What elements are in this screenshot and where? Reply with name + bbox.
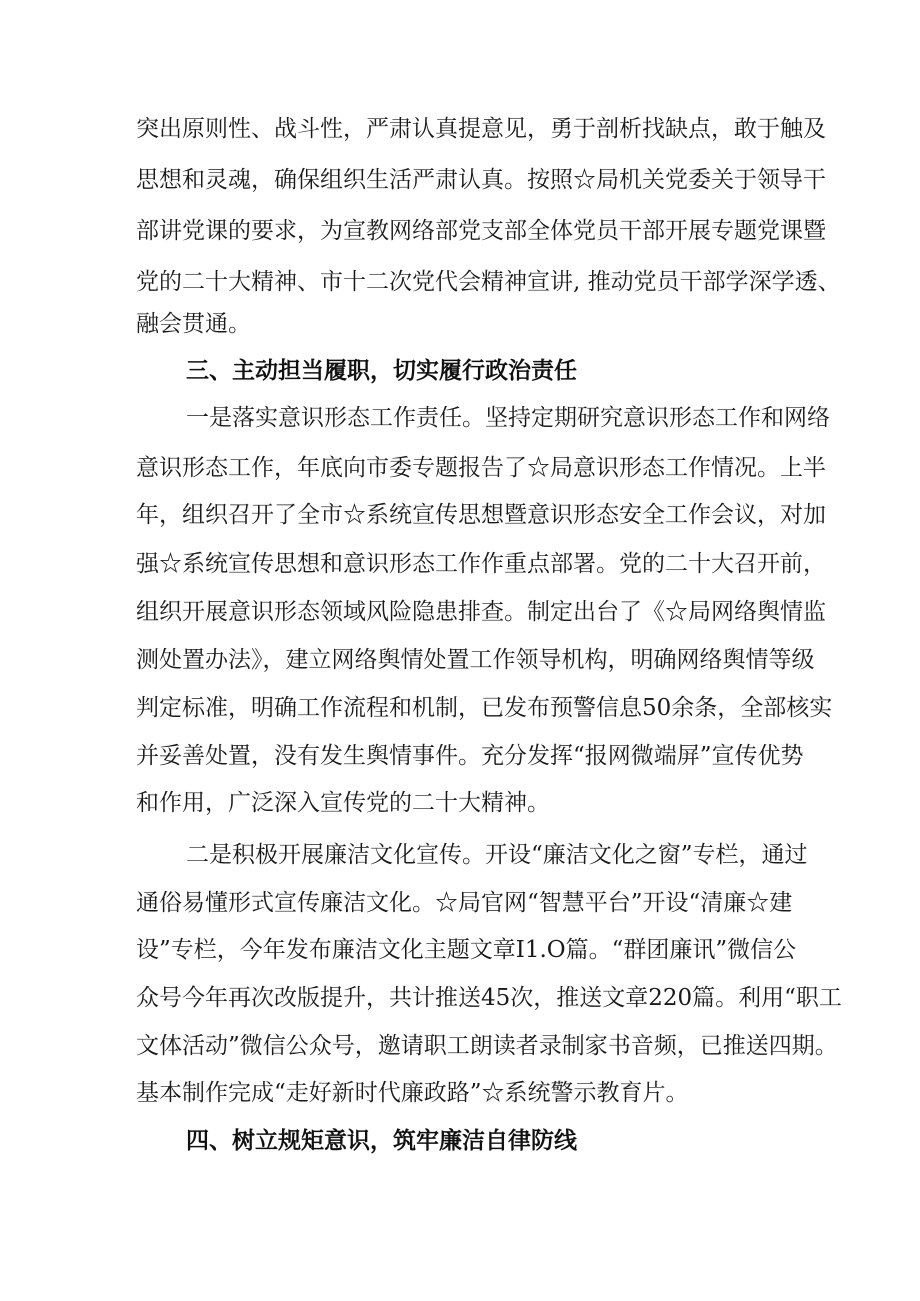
paragraph-line: 设”专栏，今年发布廉洁文化主题文章I1.O篇。“群团廉讯”微信公 bbox=[136, 937, 797, 963]
paragraph-line: 思想和灵魂，确保组织生活严肃认真。按照☆局机关党委关于领导干 bbox=[136, 167, 826, 193]
paragraph-line: 并妥善处置，没有发生舆情事件。充分发挥“报网微端屏”宣传优势 bbox=[136, 743, 804, 769]
paragraph-line: 融会贯通。 bbox=[136, 311, 251, 337]
paragraph-line: 党的二十大精神、市十二次党代会精神宣讲, 推动党员干部学深学透、 bbox=[136, 269, 841, 295]
paragraph-line: 二是积极开展廉洁文化宣传。开设“廉洁文化之窗”专栏，通过 bbox=[186, 842, 808, 868]
paragraph-line: 文体活动”微信公众号，邀请职工朗读者录制家书音频，已推送四期。 bbox=[136, 1033, 838, 1059]
paragraph-line: 通俗易懂形式宣传廉洁文化。☆局官网“智慧平台”开设“清廉☆建 bbox=[136, 890, 793, 916]
section-heading-4: 四、树立规矩意识，筑牢廉洁自律防线 bbox=[186, 1128, 577, 1154]
paragraph-line: 突出原则性、战斗性，严肃认真提意见，勇于剖析找缺点，敢于触及 bbox=[136, 116, 826, 142]
paragraph-line: 一是落实意识形态工作责任。坚持定期研究意识形态工作和网络 bbox=[186, 405, 830, 431]
paragraph-line: 部讲党课的要求，为宣教网络部党支部全体党员干部开展专题党课暨 bbox=[136, 218, 826, 244]
section-heading-3: 三、主动担当履职，切实履行政治责任 bbox=[186, 358, 577, 384]
paragraph-line: 组织开展意识形态领域风险隐患排查。制定出台了《☆局网络舆情监 bbox=[136, 599, 826, 625]
paragraph-line: 年，组织召开了全市☆系统宣传思想暨意识形态安全工作会议，对加 bbox=[136, 502, 826, 528]
paragraph-line: 测处置办法》，建立网络舆情处置工作领导机构，明确网络舆情等级 bbox=[136, 647, 815, 673]
paragraph-line: 判定标准，明确工作流程和机制，已发布预警信息50余条，全部核实 bbox=[136, 695, 833, 721]
paragraph-line: 意识形态工作，年底向市委专题报告了☆局意识形态工作情况。上半 bbox=[136, 455, 826, 481]
paragraph-line: 和作用，广泛深入宣传党的二十大精神。 bbox=[136, 790, 550, 816]
paragraph-line: 基本制作完成“走好新时代廉政路”☆系统警示教育片。 bbox=[136, 1080, 689, 1106]
paragraph-line: 强☆系统宣传思想和意识形态工作作重点部署。党的二十大召开前， bbox=[136, 551, 826, 577]
paragraph-line: 众号今年再次改版提升，共计推送45次，推送文章220篇。利用“职工 bbox=[136, 985, 842, 1011]
